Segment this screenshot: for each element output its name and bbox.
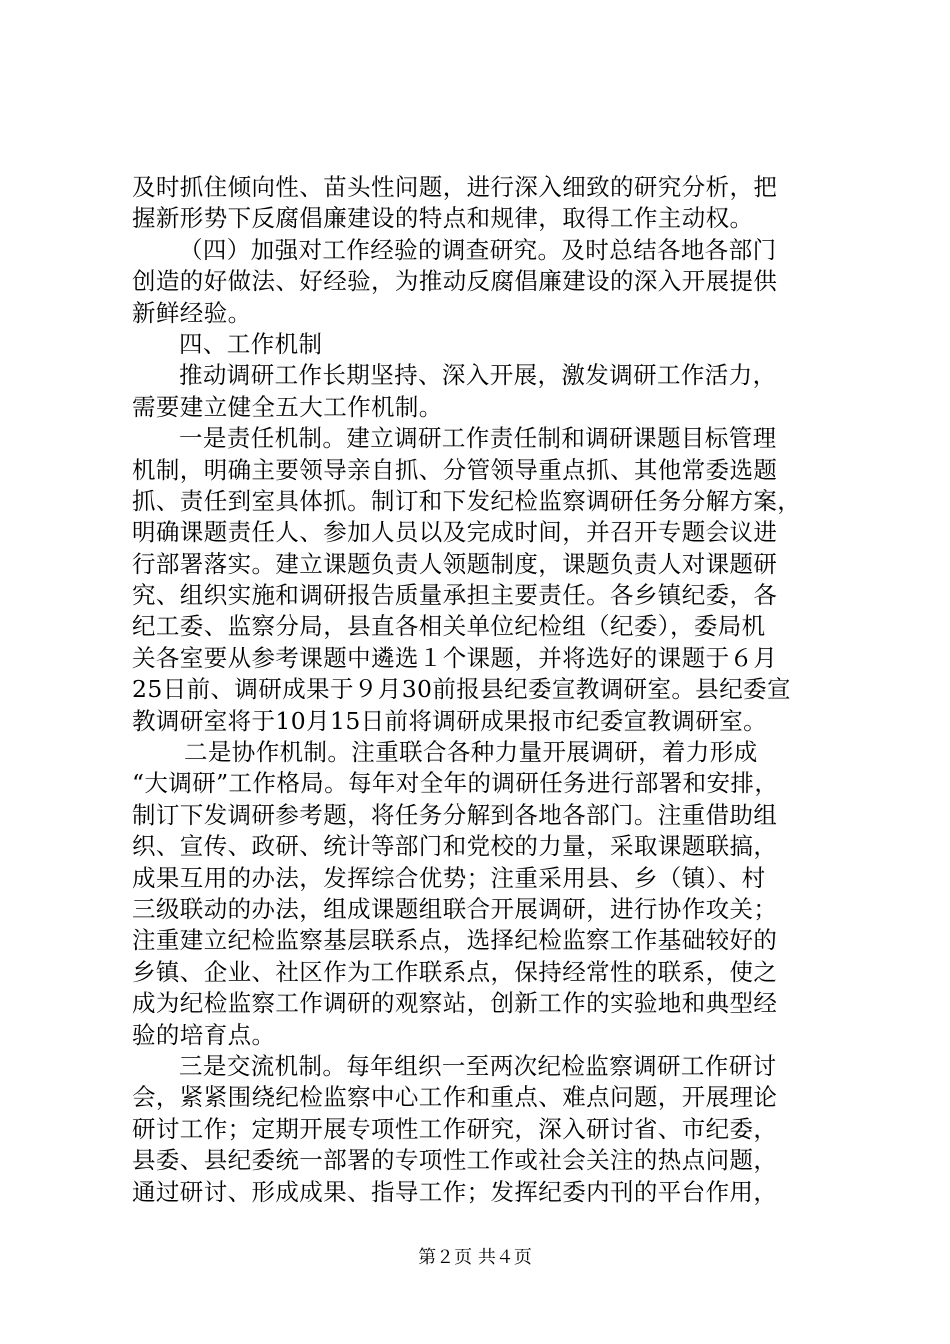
text-line: 机制，明确主要领导亲自抓、分管领导重点抓、其他常委选题 xyxy=(132,455,778,484)
text-line: 通过研讨、形成成果、指导工作；发挥纪委内刊的平台作用， xyxy=(132,1177,778,1206)
text-line: 抓、责任到室具体抓。制订和下发纪检监察调研任务分解方案， xyxy=(132,486,802,515)
text-line: 新鲜经验。 xyxy=(132,298,252,327)
text-line: 一是责任机制。建立调研工作责任制和调研课题目标管理 xyxy=(179,424,777,453)
text-line: 注重建立纪检监察基层联系点，选择纪检监察工作基础较好的 xyxy=(132,926,778,955)
text-line: 会，紧紧围绕纪检监察中心工作和重点、难点问题，开展理论 xyxy=(132,1083,778,1112)
text-line: 25日前、调研成果于９月30前报县纪委宣教调研室。县纪委宣 xyxy=(132,675,791,704)
text-line: “大调研”工作格局。每年对全年的调研任务进行部署和安排， xyxy=(132,769,779,798)
text-line: 验的培育点。 xyxy=(132,1020,276,1049)
text-line: 制订下发调研参考题，将任务分解到各地各部门。注重借助组 xyxy=(132,800,778,829)
page-number-footer: 第２页 共４页 xyxy=(418,1247,532,1268)
text-line: 握新形势下反腐倡廉建设的特点和规律，取得工作主动权。 xyxy=(132,204,754,233)
text-line: 究、组织实施和调研报告质量承担主要责任。各乡镇纪委，各 xyxy=(132,581,778,610)
text-line: （四）加强对工作经验的调查研究。及时总结各地各部门 xyxy=(179,235,777,264)
text-line: 及时抓住倾向性、苗头性问题，进行深入细致的研究分析，把 xyxy=(132,173,778,201)
text-line: 织、宣传、政研、统计等部门和党校的力量，采取课题联搞， xyxy=(132,832,778,861)
text-line: 明确课题责任人、参加人员以及完成时间，并召开专题会议进 xyxy=(132,518,778,547)
text-line: 县委、县纪委统一部署的专项性工作或社会关注的热点问题， xyxy=(132,1146,778,1175)
text-line: 纪工委、监察分局，县直各相关单位纪检组（纪委），委局机 xyxy=(132,612,766,641)
text-line: 乡镇、企业、社区作为工作联系点，保持经常性的联系，使之 xyxy=(132,957,778,986)
text-line: 教调研室将于10月15日前将调研成果报市纪委宣教调研室。 xyxy=(132,706,768,735)
section-heading: 四、工作机制 xyxy=(179,329,323,358)
text-line: 行部署落实。建立课题负责人领题制度，课题负责人对课题研 xyxy=(132,549,778,578)
text-line: 成为纪检监察工作调研的观察站，创新工作的实验地和典型经 xyxy=(132,989,778,1018)
document-body xyxy=(132,172,832,1208)
text-line: 推动调研工作长期坚持、深入开展，激发调研工作活力， xyxy=(179,361,777,390)
text-line: 创造的好做法、好经验，为推动反腐倡廉建设的深入开展提供 xyxy=(132,267,778,296)
text-line: 关各室要从参考课题中遴选１个课题，并将选好的课题于６月 xyxy=(132,643,778,672)
text-line: 三级联动的办法，组成课题组联合开展调研，进行协作攻关； xyxy=(132,894,778,923)
text-line: 研讨工作；定期开展专项性工作研究，深入研讨省、市纪委， xyxy=(132,1114,778,1143)
text-line: 成果互用的办法，发挥综合优势；注重采用县、乡（镇）、村 xyxy=(132,863,766,892)
text-line: 二是协作机制。注重联合各种力量开展调研，着力形成 xyxy=(184,738,758,767)
text-line: 需要建立健全五大工作机制。 xyxy=(132,392,443,421)
text-line: 三是交流机制。每年组织一至两次纪检监察调研工作研讨 xyxy=(179,1051,777,1080)
